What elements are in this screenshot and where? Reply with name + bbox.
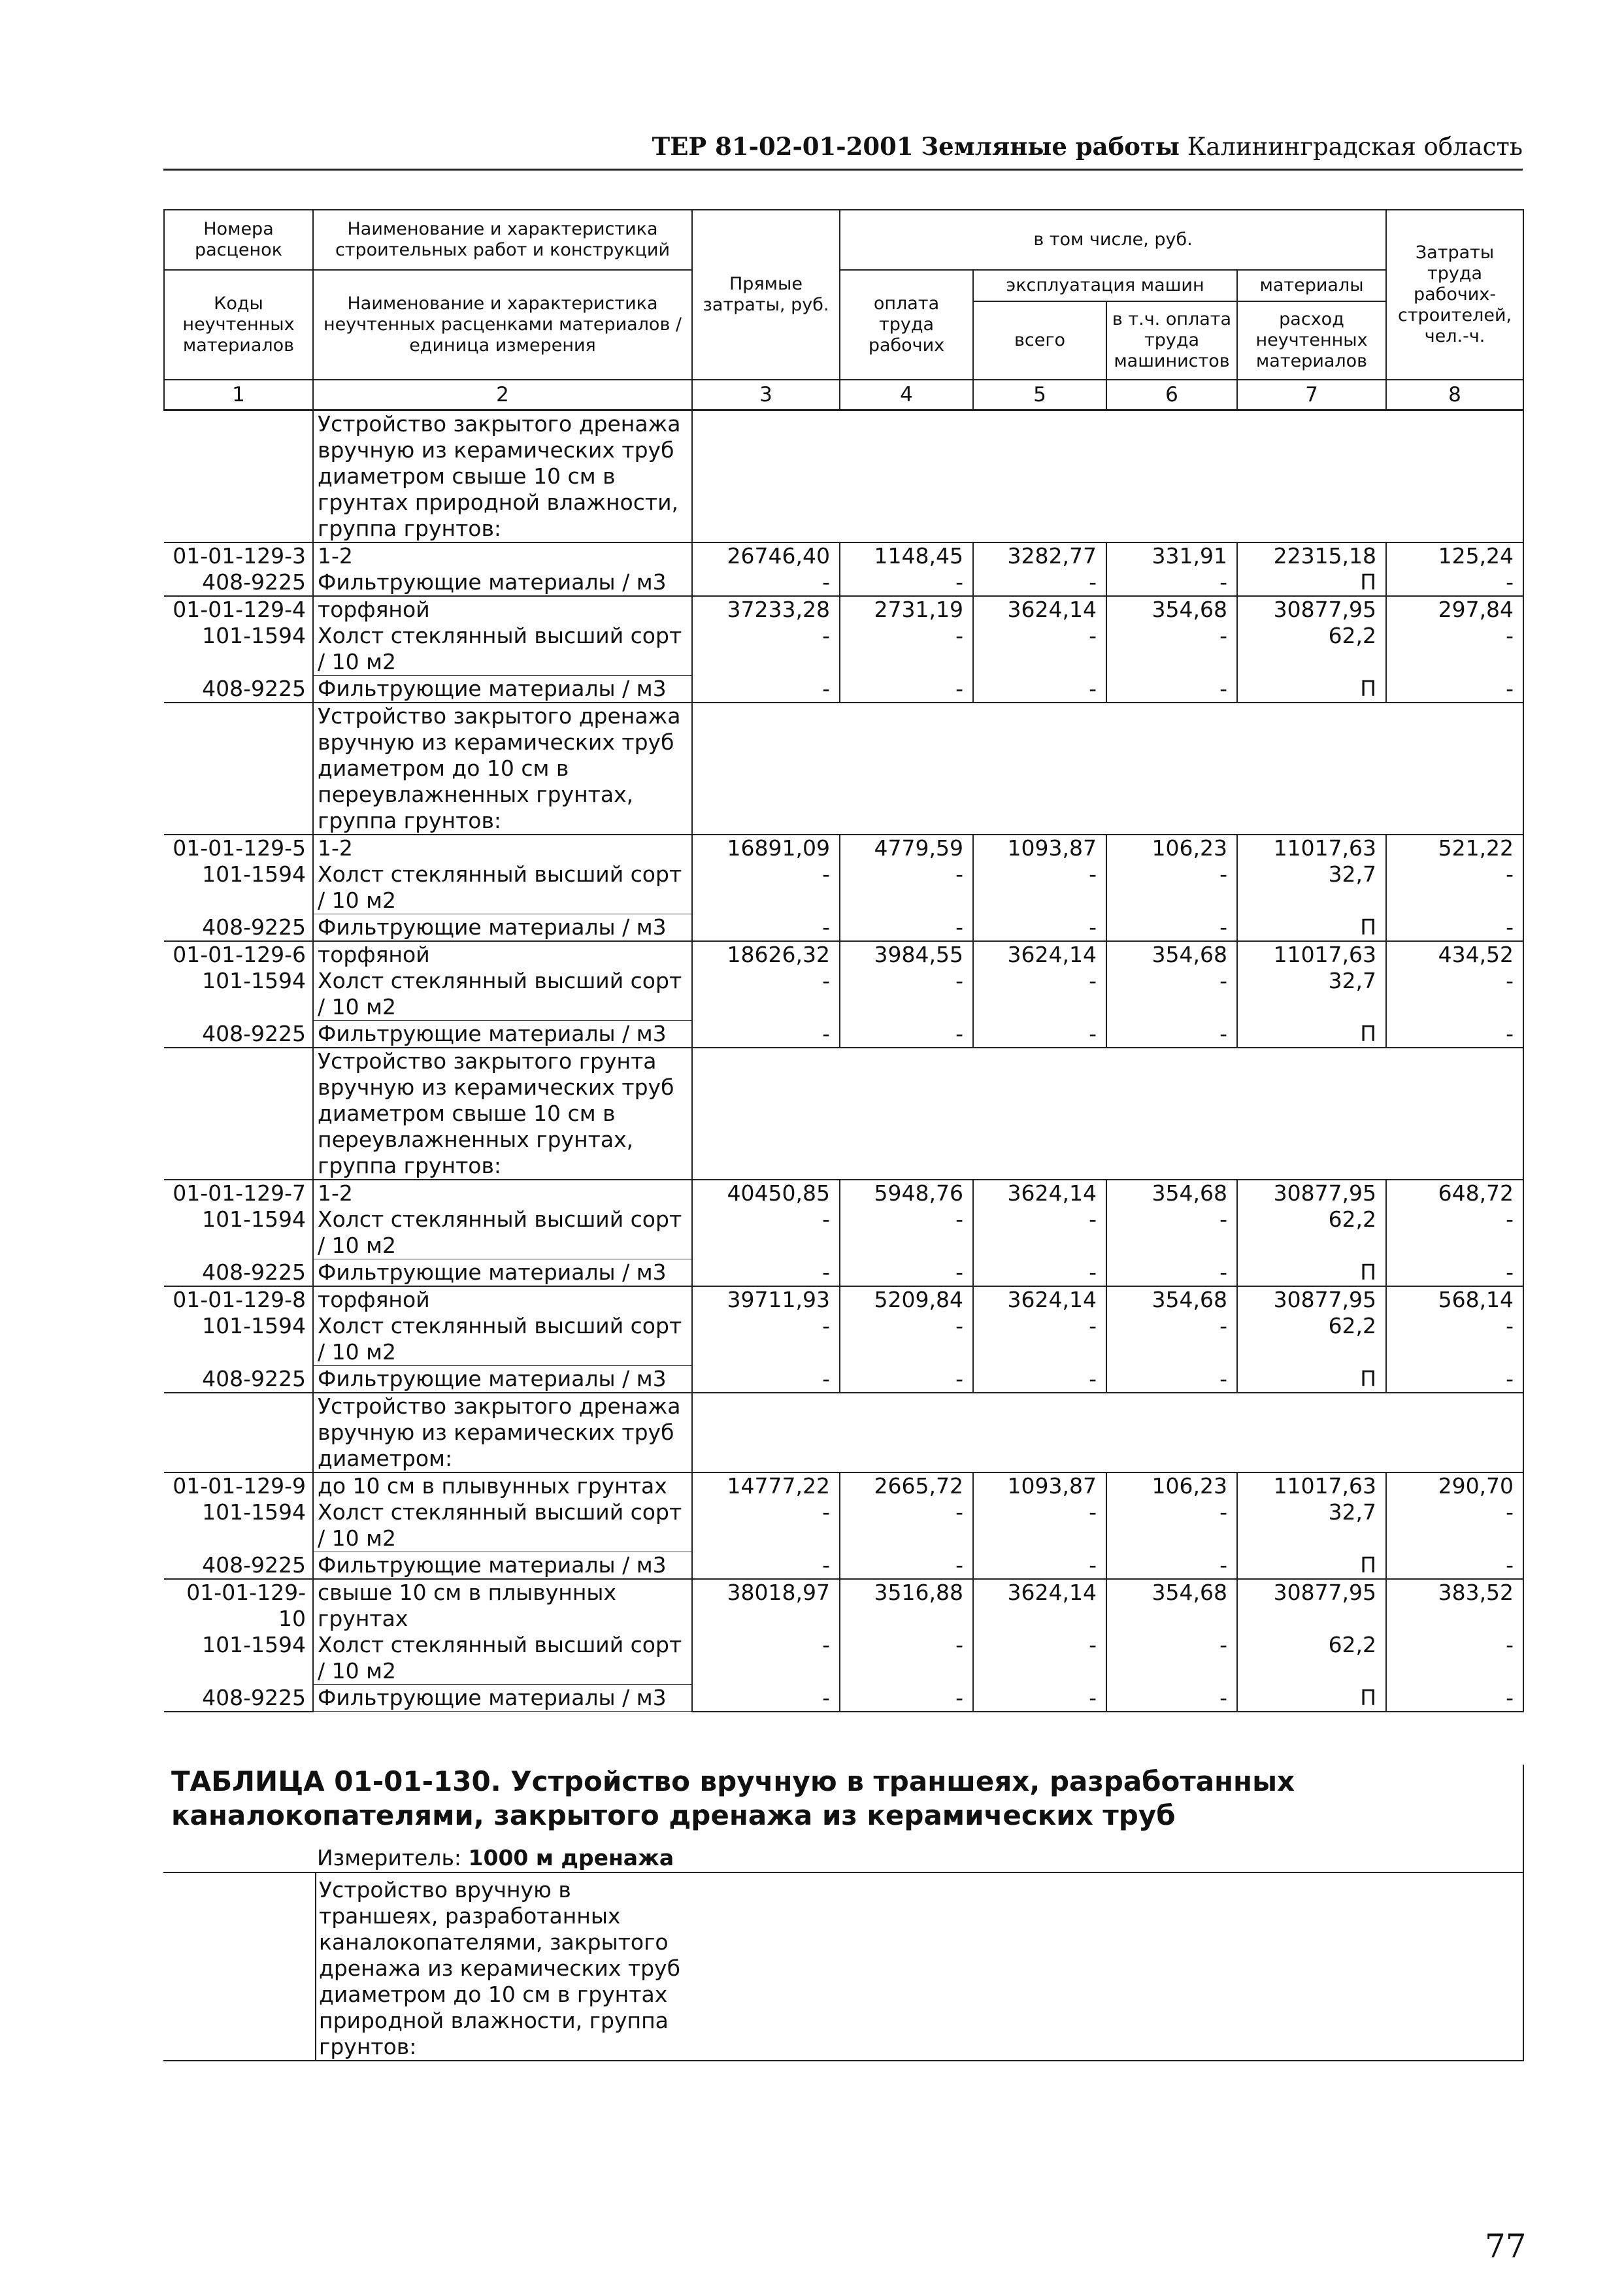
- material-name: Фильтрующие материалы / м3: [313, 914, 692, 942]
- value-cell: 3516,88: [840, 1579, 973, 1632]
- value-cell: -: [1106, 1632, 1237, 1685]
- value-cell: -: [692, 914, 840, 942]
- value-cell: -: [840, 1685, 973, 1712]
- value-cell: -: [1106, 1313, 1237, 1366]
- value-cell: 354,68: [1106, 1286, 1237, 1313]
- rate-row: [164, 1180, 1523, 1206]
- value-cell: -: [1386, 569, 1523, 596]
- value-cell: -: [692, 861, 840, 914]
- column-number: 2: [313, 380, 692, 410]
- section-description-row: [164, 410, 1523, 543]
- value-cell: -: [1106, 914, 1237, 942]
- value-cell: 11017,63: [1237, 835, 1386, 861]
- running-header: [163, 128, 1523, 171]
- material-name: Холст стеклянный высший сорт / 10 м2: [313, 968, 692, 1021]
- rate-name: 1-2: [313, 835, 692, 861]
- empty-cell: [692, 410, 1523, 543]
- material-row: [164, 1552, 1523, 1580]
- value-cell: -: [692, 676, 840, 703]
- value-cell: 3282,77: [973, 542, 1106, 569]
- value-cell: 16891,09: [692, 835, 840, 861]
- material-code: 408-9225: [164, 1366, 313, 1393]
- value-cell: 521,22: [1386, 835, 1523, 861]
- value-cell: -: [973, 1499, 1106, 1552]
- value-cell: -: [973, 1552, 1106, 1580]
- value-cell: -: [1106, 1685, 1237, 1712]
- value-cell: -: [1386, 1206, 1523, 1259]
- value-cell: -: [973, 1021, 1106, 1048]
- empty-cell: [164, 703, 313, 835]
- rates-table: [163, 209, 1524, 1712]
- rate-code: 01-01-129-7: [164, 1180, 313, 1206]
- header-section: Земляные работы: [921, 132, 1180, 161]
- empty-cell: [692, 703, 1523, 835]
- value-cell: 30877,95: [1237, 1180, 1386, 1206]
- value-cell: -: [692, 1632, 840, 1685]
- rate-code: 01-01-129-4: [164, 596, 313, 623]
- value-cell: -: [840, 968, 973, 1021]
- value-cell: -: [973, 968, 1106, 1021]
- rate-code: 01-01-129-3: [164, 542, 313, 569]
- rate-name: торфяной: [313, 1286, 692, 1313]
- material-row: [164, 1685, 1523, 1712]
- value-cell: -: [973, 1366, 1106, 1393]
- value-cell: -: [692, 968, 840, 1021]
- value-cell: 5209,84: [840, 1286, 973, 1313]
- value-cell: -: [1106, 968, 1237, 1021]
- column-number: 5: [973, 380, 1106, 410]
- value-cell: -: [1106, 1206, 1237, 1259]
- material-code: 408-9225: [202, 1259, 306, 1285]
- value-cell: 30877,95: [1237, 1579, 1386, 1632]
- table-header: [164, 210, 1523, 410]
- material-code: 408-9225: [202, 1552, 306, 1578]
- section-description: Устройство закрытого дренажа вручную из керамических труб диаметром до 10 см в переувлажненных грунтах, группа грунтов:: [313, 703, 692, 835]
- value-cell: 434,52: [1386, 941, 1523, 968]
- material-row: [164, 1632, 1523, 1685]
- value-cell: -: [840, 1499, 973, 1552]
- material-name: Холст стеклянный высший сорт / 10 м2: [313, 1206, 692, 1259]
- material-row: [164, 1259, 1523, 1287]
- value-cell: -: [1386, 968, 1523, 1021]
- material-row: [164, 676, 1523, 703]
- value-cell: 1093,87: [973, 835, 1106, 861]
- value-cell: 62,2: [1237, 623, 1386, 676]
- material-name: Фильтрующие материалы / м3: [313, 1366, 692, 1393]
- column-number: 7: [1237, 380, 1386, 410]
- value-cell: 62,2: [1237, 1313, 1386, 1366]
- value-cell: 3624,14: [973, 1579, 1106, 1632]
- empty-cell: [692, 1048, 1523, 1180]
- value-cell: П: [1237, 914, 1386, 942]
- col-header-materials-usage: расход неучтенных материалов: [1237, 301, 1386, 380]
- material-code: 101-1594: [202, 1499, 306, 1525]
- value-cell: 290,70: [1386, 1472, 1523, 1499]
- material-name: Фильтрующие материалы / м3: [313, 1685, 692, 1712]
- value-cell: 354,68: [1106, 596, 1237, 623]
- value-cell: -: [840, 1366, 973, 1393]
- header-code: ТЕР 81-02-01-2001: [652, 132, 914, 161]
- value-cell: 5948,76: [840, 1180, 973, 1206]
- col-header-labor-hours: Затраты труда рабочих-строителей, чел.-ч.: [1386, 210, 1523, 380]
- col-header-materials: материалы: [1237, 270, 1386, 301]
- value-cell: -: [692, 1313, 840, 1366]
- value-cell: 383,52: [1386, 1579, 1523, 1632]
- col-header-material-codes: Коды неучтенных материалов: [164, 270, 313, 380]
- col-header-material-name: Наименование и характеристика неучтенных расценками материалов / единица измерения: [313, 270, 692, 380]
- rate-row: [164, 835, 1523, 861]
- value-cell: 2731,19: [840, 596, 973, 623]
- material-name: Холст стеклянный высший сорт / 10 м2: [313, 1313, 692, 1366]
- rate-row: [164, 1472, 1523, 1499]
- value-cell: 11017,63: [1237, 1472, 1386, 1499]
- material-code: 408-9225: [164, 1021, 313, 1048]
- material-row: [164, 1206, 1523, 1259]
- material-row: [164, 914, 1523, 942]
- value-cell: -: [840, 1632, 973, 1685]
- rate-name: торфяной: [313, 941, 692, 968]
- section-description: Устройство закрытого дренажа вручную из керамических труб диаметром:: [313, 1393, 692, 1472]
- column-number: 3: [692, 380, 840, 410]
- value-cell: -: [1386, 1366, 1523, 1393]
- value-cell: -: [692, 1259, 840, 1287]
- value-cell: -: [1386, 676, 1523, 703]
- value-cell: -: [1106, 1021, 1237, 1048]
- value-cell: П: [1237, 1366, 1386, 1393]
- material-row: [164, 623, 1523, 676]
- value-cell: -: [1106, 676, 1237, 703]
- value-cell: -: [973, 1313, 1106, 1366]
- value-cell: 648,72: [1386, 1180, 1523, 1206]
- material-code: 101-1594: [202, 861, 306, 887]
- column-number: 4: [840, 380, 973, 410]
- value-cell: -: [973, 1206, 1106, 1259]
- material-name: Фильтрующие материалы / м3: [313, 1259, 692, 1287]
- value-cell: -: [1386, 1499, 1523, 1552]
- rate-name: 1-2: [313, 1180, 692, 1206]
- value-cell: П: [1237, 569, 1386, 596]
- empty-cell: [164, 410, 313, 543]
- column-numbers-row: [164, 380, 1523, 410]
- value-cell: 106,23: [1106, 1472, 1237, 1499]
- column-number: 6: [1106, 380, 1237, 410]
- value-cell: -: [840, 1021, 973, 1048]
- value-cell: 568,14: [1386, 1286, 1523, 1313]
- value-cell: -: [1106, 1366, 1237, 1393]
- value-cell: 125,24: [1386, 542, 1523, 569]
- value-cell: -: [1386, 914, 1523, 942]
- value-cell: 26746,40: [692, 542, 840, 569]
- value-cell: 3624,14: [973, 941, 1106, 968]
- value-cell: 18626,32: [692, 941, 840, 968]
- empty-cell: [692, 1393, 1523, 1472]
- value-cell: -: [973, 1632, 1106, 1685]
- value-cell: 11017,63: [1237, 941, 1386, 968]
- value-cell: -: [1386, 1259, 1523, 1287]
- value-cell: 354,68: [1106, 1180, 1237, 1206]
- rate-name: до 10 см в плывунных грунтах: [313, 1472, 692, 1499]
- value-cell: 32,7: [1237, 1499, 1386, 1552]
- material-row: [164, 569, 1523, 596]
- value-cell: -: [973, 569, 1106, 596]
- col-header-machinist-wages: в т.ч. оплата труда машинистов: [1106, 301, 1237, 380]
- material-name: Фильтрующие материалы / м3: [313, 1552, 692, 1580]
- value-cell: -: [840, 676, 973, 703]
- value-cell: 2665,72: [840, 1472, 973, 1499]
- meter-value: 1000 м дренажа: [468, 1845, 674, 1870]
- value-cell: 3624,14: [973, 596, 1106, 623]
- value-cell: -: [973, 914, 1106, 942]
- value-cell: 32,7: [1237, 861, 1386, 914]
- material-name: Фильтрующие материалы / м3: [313, 1021, 692, 1048]
- value-cell: 354,68: [1106, 1579, 1237, 1632]
- material-row: [164, 1499, 1523, 1552]
- material-code: 101-1594: [202, 968, 306, 993]
- col-header-work-name: Наименование и характеристика строительных работ и конструкций: [313, 210, 692, 270]
- value-cell: 14777,22: [692, 1472, 840, 1499]
- value-cell: -: [1106, 569, 1237, 596]
- value-cell: -: [973, 676, 1106, 703]
- material-row: [164, 1366, 1523, 1393]
- material-code: 408-9225: [202, 569, 306, 595]
- value-cell: -: [692, 1685, 840, 1712]
- rate-row: [164, 941, 1523, 968]
- value-cell: -: [973, 1685, 1106, 1712]
- material-name: Холст стеклянный высший сорт / 10 м2: [313, 861, 692, 914]
- rate-row: [164, 596, 1523, 623]
- value-cell: -: [1106, 1499, 1237, 1552]
- col-header-rate-numbers: Номера расценок: [164, 210, 313, 270]
- value-cell: 3984,55: [840, 941, 973, 968]
- value-cell: П: [1237, 676, 1386, 703]
- value-cell: 4779,59: [840, 835, 973, 861]
- section-description: Устройство закрытого грунта вручную из керамических труб диаметром свыше 10 см в переувлажненных грунтах, группа грунтов:: [313, 1048, 692, 1180]
- value-cell: 1093,87: [973, 1472, 1106, 1499]
- value-cell: 1148,45: [840, 542, 973, 569]
- material-row: [164, 968, 1523, 1021]
- value-cell: -: [1386, 1632, 1523, 1685]
- value-cell: -: [1106, 623, 1237, 676]
- material-row: [164, 861, 1523, 914]
- material-name: Холст стеклянный высший сорт / 10 м2: [313, 623, 692, 676]
- table-130-description: Устройство вручную в траншеях, разработанных каналокопателями, закрытого дренажа из керамических труб диаметром до 10 см в грунтах природной влажности, группа грунтов:: [315, 1873, 695, 2060]
- rate-name: торфяной: [313, 596, 692, 623]
- value-cell: 40450,85: [692, 1180, 840, 1206]
- value-cell: -: [840, 623, 973, 676]
- value-cell: -: [1386, 1552, 1523, 1580]
- section-description: Устройство закрытого дренажа вручную из керамических труб диаметром свыше 10 см в грунтах природной влажности, группа грунтов:: [313, 410, 692, 543]
- rate-code: 01-01-129-8: [164, 1286, 313, 1313]
- value-cell: 30877,95: [1237, 596, 1386, 623]
- value-cell: -: [840, 1552, 973, 1580]
- value-cell: 30877,95: [1237, 1286, 1386, 1313]
- material-code: 101-1594: [202, 1313, 306, 1338]
- value-cell: П: [1237, 1685, 1386, 1712]
- material-name: Холст стеклянный высший сорт / 10 м2: [313, 1632, 692, 1685]
- rate-name: 1-2: [313, 542, 692, 569]
- value-cell: -: [692, 1366, 840, 1393]
- value-cell: -: [692, 1499, 840, 1552]
- rate-row: [164, 1286, 1523, 1313]
- rate-row: [164, 1579, 1523, 1632]
- material-code: 408-9225: [202, 914, 306, 940]
- rate-name: свыше 10 см в плывунных грунтах: [313, 1579, 692, 1632]
- value-cell: -: [1106, 861, 1237, 914]
- value-cell: 3624,14: [973, 1180, 1106, 1206]
- value-cell: 106,23: [1106, 835, 1237, 861]
- value-cell: 354,68: [1106, 941, 1237, 968]
- material-code: 408-9225: [164, 676, 313, 703]
- material-code: 101-1594: [202, 623, 306, 648]
- value-cell: -: [840, 569, 973, 596]
- value-cell: 32,7: [1237, 968, 1386, 1021]
- value-cell: -: [692, 623, 840, 676]
- table-body: [164, 410, 1523, 1712]
- col-header-machines-total: всего: [973, 301, 1106, 380]
- col-header-direct-costs: Прямые затраты, руб.: [692, 210, 840, 380]
- value-cell: 22315,18: [1237, 542, 1386, 569]
- header-region: Калининградская область: [1187, 133, 1523, 161]
- value-cell: -: [840, 914, 973, 942]
- value-cell: -: [1386, 1685, 1523, 1712]
- value-cell: -: [692, 1021, 840, 1048]
- rate-code: 01-01-129-5: [164, 835, 313, 861]
- value-cell: -: [1386, 861, 1523, 914]
- value-cell: -: [692, 569, 840, 596]
- value-cell: -: [840, 1206, 973, 1259]
- col-header-wages: оплата труда рабочих: [840, 270, 973, 380]
- value-cell: 331,91: [1106, 542, 1237, 569]
- value-cell: -: [840, 1313, 973, 1366]
- value-cell: 3624,14: [973, 1286, 1106, 1313]
- section-description-row: [164, 703, 1523, 835]
- section-description-row: [164, 1048, 1523, 1180]
- value-cell: -: [1386, 1313, 1523, 1366]
- value-cell: 37233,28: [692, 596, 840, 623]
- table-130-title: ТАБЛИЦА 01-01-130. Устройство вручную в траншеях, разработанных каналокопателями, закрытого дренажа из керамических труб: [171, 1765, 1295, 1831]
- empty-cell: [164, 1048, 313, 1180]
- value-cell: -: [973, 1259, 1106, 1287]
- value-cell: -: [840, 1259, 973, 1287]
- value-cell: -: [692, 1552, 840, 1580]
- material-name: Фильтрующие материалы / м3: [313, 676, 692, 703]
- material-name: Фильтрующие материалы / м3: [313, 569, 692, 596]
- empty-cell: [164, 1393, 313, 1472]
- rate-row: [164, 542, 1523, 569]
- value-cell: 62,2: [1237, 1206, 1386, 1259]
- col-header-including: в том числе, руб.: [840, 210, 1386, 270]
- value-cell: -: [692, 1206, 840, 1259]
- material-code: 101-1594: [202, 1206, 306, 1232]
- value-cell: -: [840, 861, 973, 914]
- table-130-meter: [163, 1844, 1523, 1873]
- value-cell: -: [973, 623, 1106, 676]
- rate-code: 01-01-129-6: [164, 941, 313, 968]
- material-row: [164, 1021, 1523, 1048]
- table-130-block: [163, 1765, 1524, 2061]
- column-number: 1: [164, 380, 313, 410]
- value-cell: -: [1386, 623, 1523, 676]
- value-cell: П: [1237, 1259, 1386, 1287]
- value-cell: П: [1237, 1021, 1386, 1048]
- value-cell: 39711,93: [692, 1286, 840, 1313]
- value-cell: -: [973, 861, 1106, 914]
- rate-code: 01-01-129-9: [164, 1472, 313, 1499]
- value-cell: -: [1106, 1552, 1237, 1580]
- column-number: 8: [1386, 380, 1523, 410]
- value-cell: П: [1237, 1552, 1386, 1580]
- col-header-machines: эксплуатация машин: [973, 270, 1237, 301]
- value-cell: -: [1106, 1259, 1237, 1287]
- section-description-row: [164, 1393, 1523, 1472]
- rate-code: 01-01-129-10: [164, 1579, 313, 1632]
- page-number: 77: [1485, 2227, 1527, 2265]
- material-code: 101-1594: [202, 1632, 306, 1657]
- material-name: Холст стеклянный высший сорт / 10 м2: [313, 1499, 692, 1552]
- value-cell: -: [1386, 1021, 1523, 1048]
- material-row: [164, 1313, 1523, 1366]
- value-cell: 297,84: [1386, 596, 1523, 623]
- value-cell: 62,2: [1237, 1632, 1386, 1685]
- material-code: 408-9225: [164, 1685, 313, 1712]
- value-cell: 38018,97: [692, 1579, 840, 1632]
- meter-label: Измеритель:: [317, 1845, 462, 1870]
